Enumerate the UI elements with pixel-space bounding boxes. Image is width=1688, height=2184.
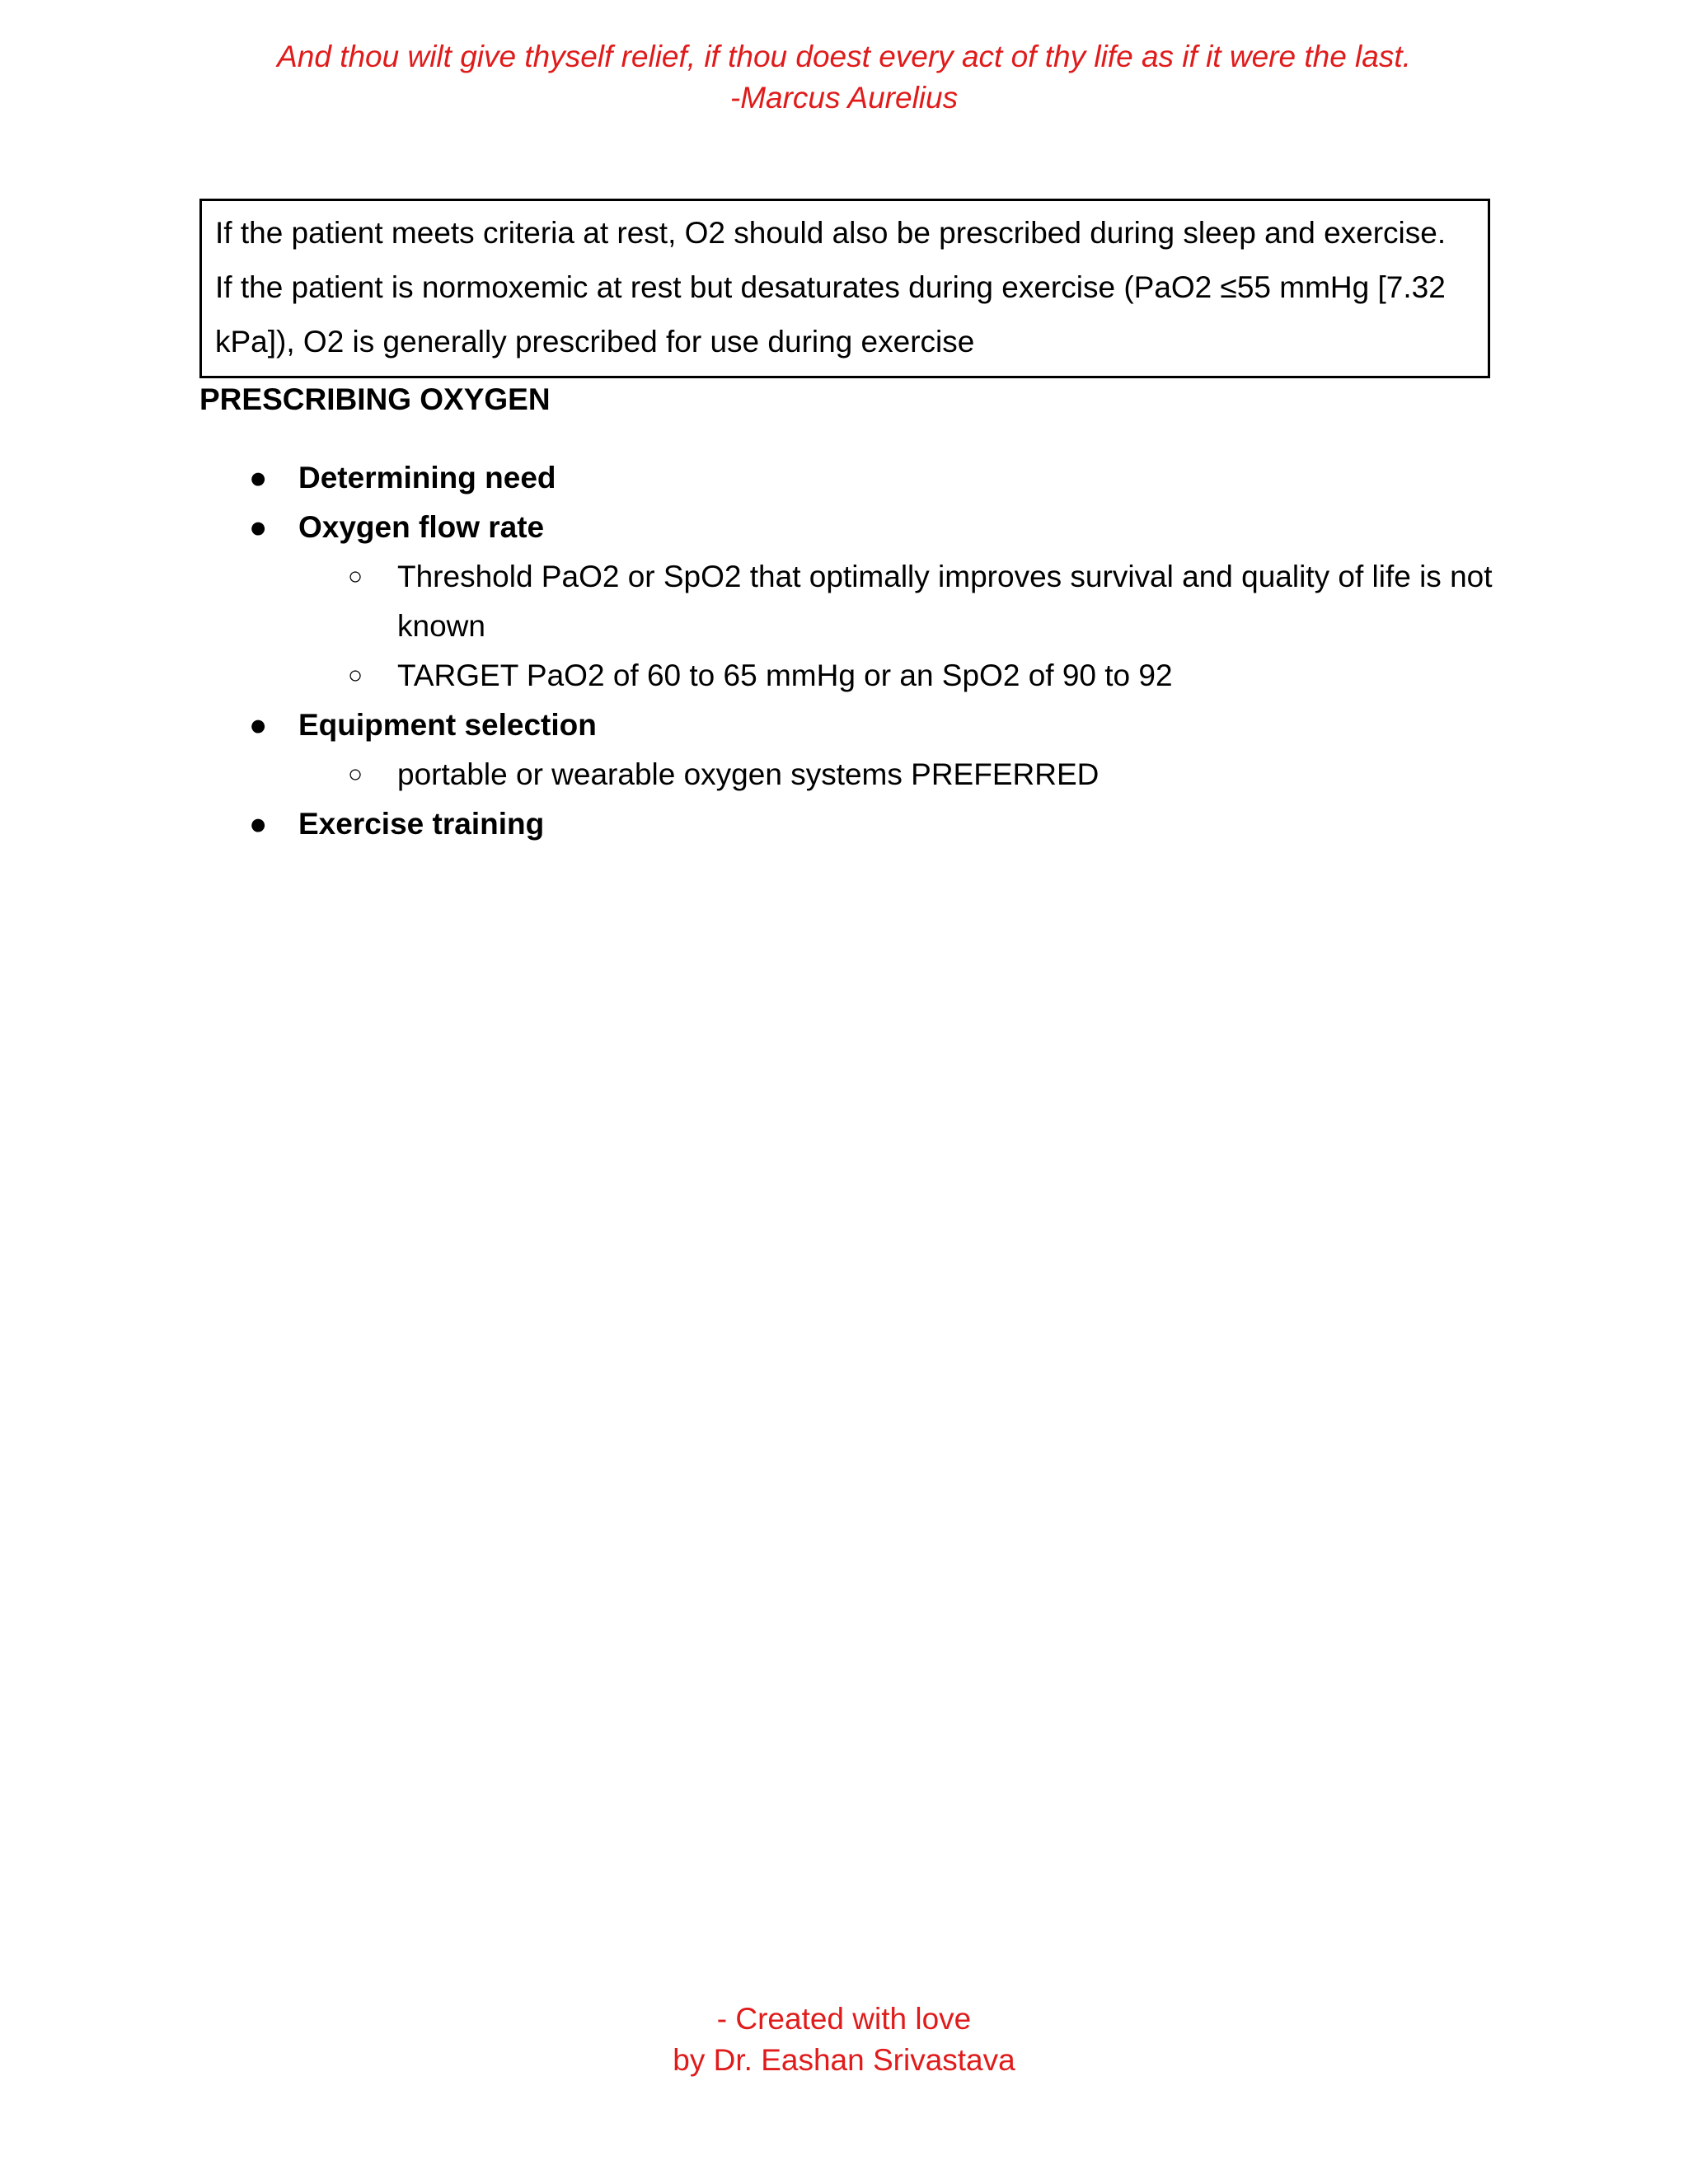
bullet-icon: ● — [249, 461, 268, 494]
sub-list-item — [199, 651, 1493, 701]
list-item — [199, 799, 1493, 849]
footer-line-1: - Created with love — [716, 2002, 972, 2036]
bullet-icon: ● — [249, 510, 268, 544]
sub-list-item — [199, 750, 1493, 799]
note-line-1: If the patient meets criteria at rest, O2 should also be prescribed during sleep and exercise. — [215, 216, 1447, 250]
bullet-icon: ● — [249, 708, 268, 742]
quote-author: -Marcus Aurelius — [729, 81, 959, 115]
circle-bullet-icon: ○ — [348, 761, 363, 788]
outline-list — [199, 453, 1493, 849]
circle-bullet-icon: ○ — [348, 563, 363, 590]
list-item-label: Determining need — [298, 461, 556, 494]
list-item — [199, 503, 1493, 552]
list-item — [199, 701, 1493, 750]
quote-text: And thou wilt give thyself relief, if thou doest every act of thy life as if it were the last. — [277, 40, 1411, 73]
note-line-2: If the patient is normoxemic at rest but desaturates during exercise (PaO2 ≤55 mmHg [7.32 kPa]), O2 is generally prescribed for use during exercise — [215, 270, 1446, 359]
sub-list-item-text: TARGET PaO2 of 60 to 65 mmHg or an SpO2 of 90 to 92 — [397, 658, 1173, 692]
sub-list-item-text: portable or wearable oxygen systems PREFERRED — [397, 757, 1100, 791]
section-heading: PRESCRIBING OXYGEN — [199, 382, 551, 416]
list-item-label: Exercise training — [298, 807, 545, 841]
footer-line-2: by Dr. Eashan Srivastava — [673, 2043, 1015, 2077]
circle-bullet-icon: ○ — [348, 662, 363, 689]
list-item — [199, 453, 1493, 503]
footer-credit — [0, 1999, 1688, 2081]
sub-list-item-text: Threshold PaO2 or SpO2 that optimally improves survival and quality of life is not known — [397, 560, 1493, 643]
sub-list-item — [199, 552, 1493, 651]
quote-block — [0, 36, 1688, 119]
note-box — [199, 199, 1490, 378]
list-item-label: Oxygen flow rate — [298, 510, 545, 544]
list-item-label: Equipment selection — [298, 708, 597, 742]
bullet-icon: ● — [249, 807, 268, 841]
